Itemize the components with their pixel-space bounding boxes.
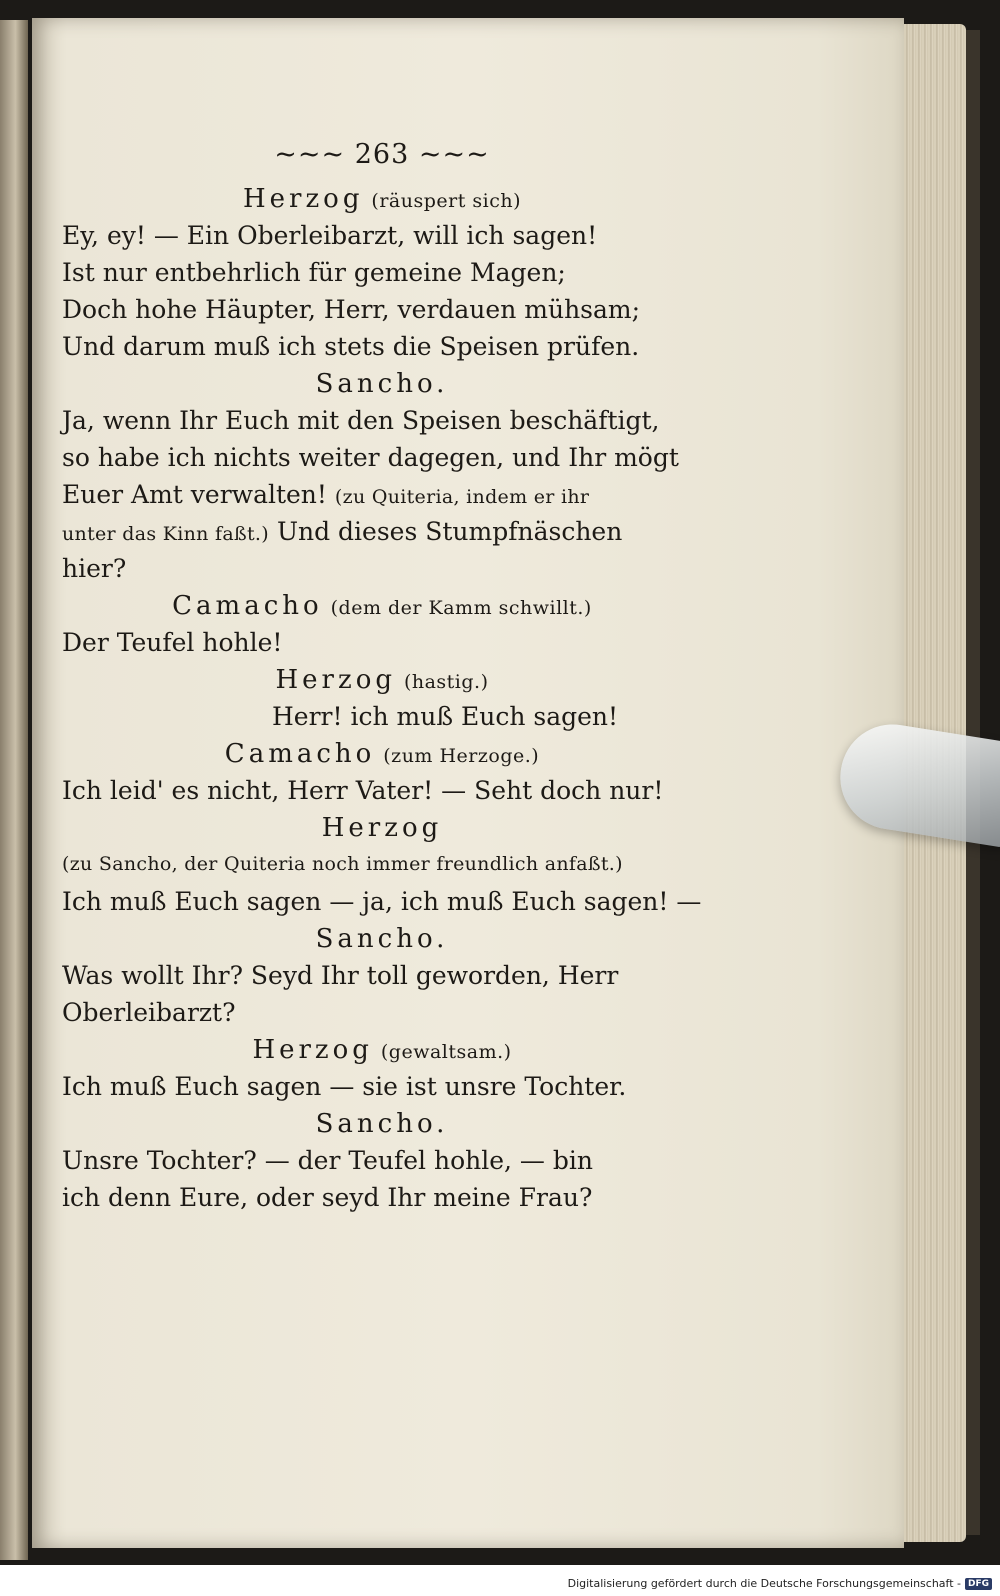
ornament-right: ~~~ bbox=[418, 139, 490, 170]
prose-line: Ja, wenn Ihr Euch mit den Speisen beschäftigt, bbox=[62, 406, 660, 435]
speaker-line bbox=[62, 587, 702, 624]
verse-line: Ist nur entbehrlich für gemeine Magen; bbox=[62, 258, 566, 287]
verse-line: Ich muß Euch sagen — sie ist unsre Tochter. bbox=[62, 1072, 627, 1101]
verse-line: Ey, ey! — Ein Oberleibarzt, will ich sagen! bbox=[62, 221, 598, 250]
speaker-line bbox=[62, 809, 702, 846]
stage-direction: (hastig.) bbox=[403, 671, 489, 693]
credit-text: Digitalisierung gefördert durch die Deutsche Forschungsgemeinschaft - bbox=[567, 1577, 961, 1590]
ornament-left: ~~~ bbox=[274, 139, 346, 170]
speaker-name: Herzog bbox=[252, 1035, 373, 1065]
stage-direction: (dem der Kamm schwillt.) bbox=[330, 597, 592, 619]
stage-direction: (gewaltsam.) bbox=[380, 1041, 512, 1063]
speaker-line bbox=[62, 180, 702, 217]
verse-line: Der Teufel hohle! bbox=[62, 628, 283, 657]
prose-text: Und dieses Stumpfnäschen bbox=[276, 517, 623, 546]
stage-direction: (zu Quiteria, indem er ihr bbox=[334, 486, 590, 508]
speaker-name: Sancho. bbox=[315, 924, 449, 954]
speaker-name: Sancho. bbox=[315, 1109, 449, 1139]
stage-direction: (zum Herzoge.) bbox=[383, 745, 540, 767]
speaker-name: Camacho bbox=[224, 739, 376, 769]
speaker-line bbox=[62, 1105, 702, 1142]
page-number: 263 bbox=[354, 139, 410, 170]
prose-line: hier? bbox=[62, 554, 127, 583]
verse-line: Ich leid' es nicht, Herr Vater! — Seht doch nur! bbox=[62, 776, 664, 805]
speaker-line bbox=[62, 365, 702, 402]
digitization-credit bbox=[568, 1577, 992, 1590]
speaker-line bbox=[62, 1031, 702, 1068]
dfg-logo: DFG bbox=[965, 1578, 992, 1590]
speaker-line bbox=[62, 661, 702, 698]
speaker-name: Herzog bbox=[321, 813, 443, 843]
stage-direction: (räuspert sich) bbox=[371, 190, 522, 212]
page-number-line bbox=[62, 130, 702, 180]
verse-line: Herr! ich muß Euch sagen! bbox=[272, 702, 619, 731]
stage-direction: unter das Kinn faßt.) bbox=[62, 523, 269, 545]
speaker-name: Camacho bbox=[172, 591, 323, 621]
left-page-edge bbox=[0, 20, 28, 1560]
speaker-name: Sancho. bbox=[315, 369, 449, 399]
prose-line bbox=[62, 513, 702, 550]
stage-direction: (zu Sancho, der Quiteria noch immer freundlich anfaßt.) bbox=[62, 853, 623, 875]
prose-line: so habe ich nichts weiter dagegen, und Ihr mögt bbox=[62, 443, 679, 472]
prose-line: Was wollt Ihr? Seyd Ihr toll geworden, Herr bbox=[62, 961, 619, 990]
page-text bbox=[62, 130, 702, 1216]
speaker-line bbox=[62, 735, 702, 772]
speaker-name: Herzog bbox=[242, 184, 364, 214]
verse-line: Und darum muß ich stets die Speisen prüfen. bbox=[62, 332, 640, 361]
prose-line bbox=[62, 476, 702, 513]
verse-line: Doch hohe Häupter, Herr, verdauen mühsam; bbox=[62, 295, 641, 324]
prose-line: Unsre Tochter? — der Teufel hohle, — bin bbox=[62, 1146, 593, 1175]
speaker-name: Herzog bbox=[275, 665, 396, 695]
prose-line: ich denn Eure, oder seyd Ihr meine Frau? bbox=[62, 1183, 593, 1212]
prose-text: Euer Amt verwalten! bbox=[62, 480, 327, 509]
speaker-line bbox=[62, 920, 702, 957]
prose-line: Oberleibarzt? bbox=[62, 998, 236, 1027]
verse-line: Ich muß Euch sagen — ja, ich muß Euch sagen! — bbox=[62, 887, 702, 916]
